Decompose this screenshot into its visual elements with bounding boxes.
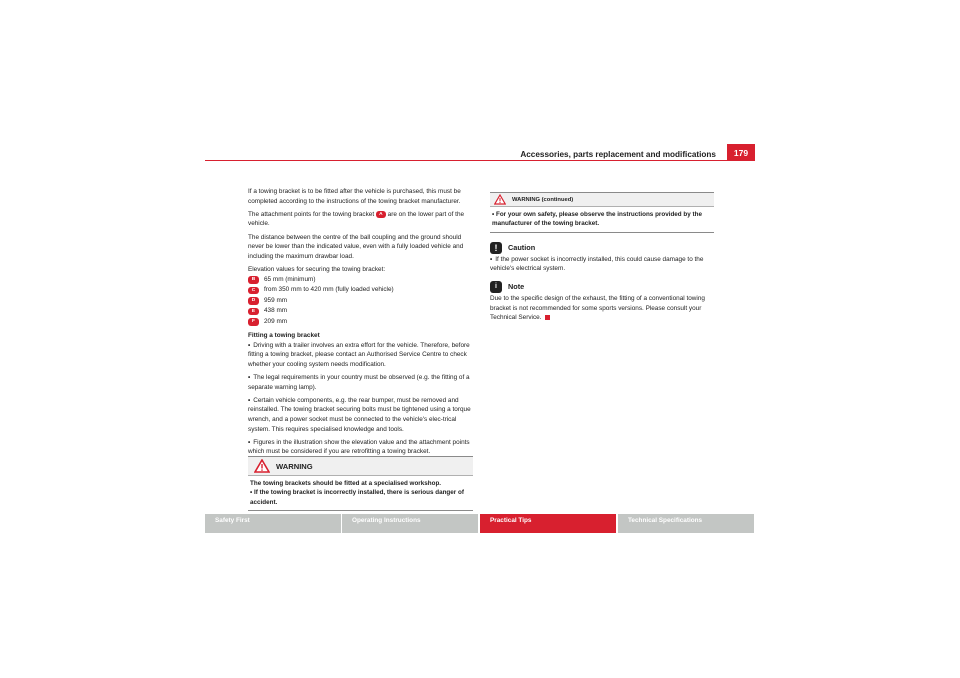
warning-title: WARNING [276, 461, 313, 471]
figure-ref-badge: D [248, 297, 259, 305]
warning-body [248, 476, 473, 510]
bullet-item: • Driving with a trailer involves an extra effort for the vehicle. Therefore, before fitting a towing bracket, please contact an Authorised Service Centre to check whether your cooling system needs modification. [248, 341, 470, 368]
intro-paragraph-2 [248, 210, 473, 229]
bullet-dot-icon: • [248, 396, 251, 404]
page-header-title: Accessories, parts replacement and modifications [520, 150, 716, 159]
footer-tab-practical-tips[interactable]: Practical Tips [480, 514, 616, 533]
footer-tab-technical-specifications[interactable]: Technical Specifications [618, 514, 754, 533]
figure-ref-badge: E [248, 308, 259, 316]
caution-header [490, 241, 714, 255]
end-of-section-icon [545, 315, 550, 320]
warning-continued-header [490, 193, 714, 207]
bullet-dot-icon: • [492, 211, 496, 218]
elevation-item [248, 306, 473, 317]
caution-section [490, 241, 714, 274]
warning-header [248, 457, 473, 476]
elevation-item [248, 275, 473, 286]
caution-icon: ! [490, 242, 502, 254]
elevation-item [248, 296, 473, 307]
bullet-dot-icon: • [248, 374, 251, 381]
elevation-item [248, 317, 473, 328]
warning-continued-title: WARNING (continued) [512, 196, 574, 203]
bullet-dot-icon: • [248, 341, 251, 349]
bullet-item: • The legal requirements in your country must be observed (e.g. the fitting of a separate warning lamp). [248, 374, 470, 391]
caution-bullet: • If the power socket is incorrectly installed, this could cause damage to the vehicle's electrical system. [490, 255, 704, 273]
figure-ref-badge: A [376, 211, 386, 218]
intro-paragraph-1: If a towing bracket is to be fitted after the vehicle is purchased, this must be completed according to the instructions of the towing bracket manufacturer. [248, 188, 461, 205]
left-column [248, 187, 473, 461]
warning-continued-body: • For your own safety, please observe the instructions provided by the manufacturer of the towing bracket. [492, 211, 702, 228]
warning-text: The towing brackets should be fitted at a specialised workshop. [250, 480, 442, 487]
figure-ref-badge: C [248, 287, 259, 295]
footer-tab-operating-instructions[interactable]: Operating Instructions [342, 514, 478, 533]
warning-triangle-icon [494, 194, 506, 205]
footer-tab-safety-first[interactable]: Safety First [205, 514, 341, 533]
note-title: Note [508, 282, 525, 292]
header-rule [205, 160, 727, 161]
elevation-heading: Elevation values for securing the towing bracket: [248, 265, 386, 273]
warning-bullet: • If the towing bracket is incorrectly installed, there is serious danger of accident. [250, 489, 464, 506]
warning-box [248, 456, 473, 511]
intro-paragraph-3: The distance between the centre of the ball coupling and the ground should never be lower than the indicated value, even with a fully loaded vehicle and including the maximum drawbar load. [248, 233, 464, 260]
elevation-value: 65 mm (minimum) [264, 275, 316, 283]
right-column [490, 192, 714, 326]
elevation-value: 959 mm [264, 296, 288, 304]
figure-ref-badge: B [248, 276, 259, 284]
elevation-list [248, 275, 473, 328]
bullet-item: • Certain vehicle components, e.g. the rear bumper, must be removed and reinstalled. The towing bracket securing bolts must be tightened using a torque wrench, and a power socket must be connected to the vehicle's elec-trical system. This requires specialised knowledge and tools. [248, 396, 471, 433]
intro-paragraph-2-part-a: The attachment points for the towing bracket [248, 210, 375, 218]
caution-title: Caution [508, 243, 536, 253]
bullet-item: • Figures in the illustration show the elevation value and the attachment points which must be considered if you are retrofitting a towing bracket. [248, 438, 470, 456]
figure-ref-badge: F [248, 318, 259, 326]
note-text: Due to the specific design of the exhaust, the fitting of a conventional towing bracket is not recommended for some sports versions. Please consult your Technical Service. [490, 295, 705, 322]
elevation-value: 209 mm [264, 317, 288, 325]
elevation-value: from 350 mm to 420 mm (fully loaded vehicle) [264, 286, 394, 294]
page-number: 179 [727, 144, 755, 161]
warning-continued-box [490, 192, 714, 233]
elevation-item [248, 285, 473, 296]
bullet-dot-icon: • [490, 255, 493, 263]
bullet-dot-icon: • [248, 438, 251, 446]
bullet-dot-icon: • [250, 489, 254, 497]
note-header [490, 280, 714, 294]
elevation-value: 438 mm [264, 307, 288, 315]
section-heading: Fitting a towing bracket [248, 332, 320, 340]
intro-paragraph-2-part-b: are on the lower part of the vehicle. [248, 210, 465, 228]
note-icon: i [490, 281, 502, 293]
warning-triangle-icon [254, 459, 270, 473]
note-section [490, 280, 714, 323]
